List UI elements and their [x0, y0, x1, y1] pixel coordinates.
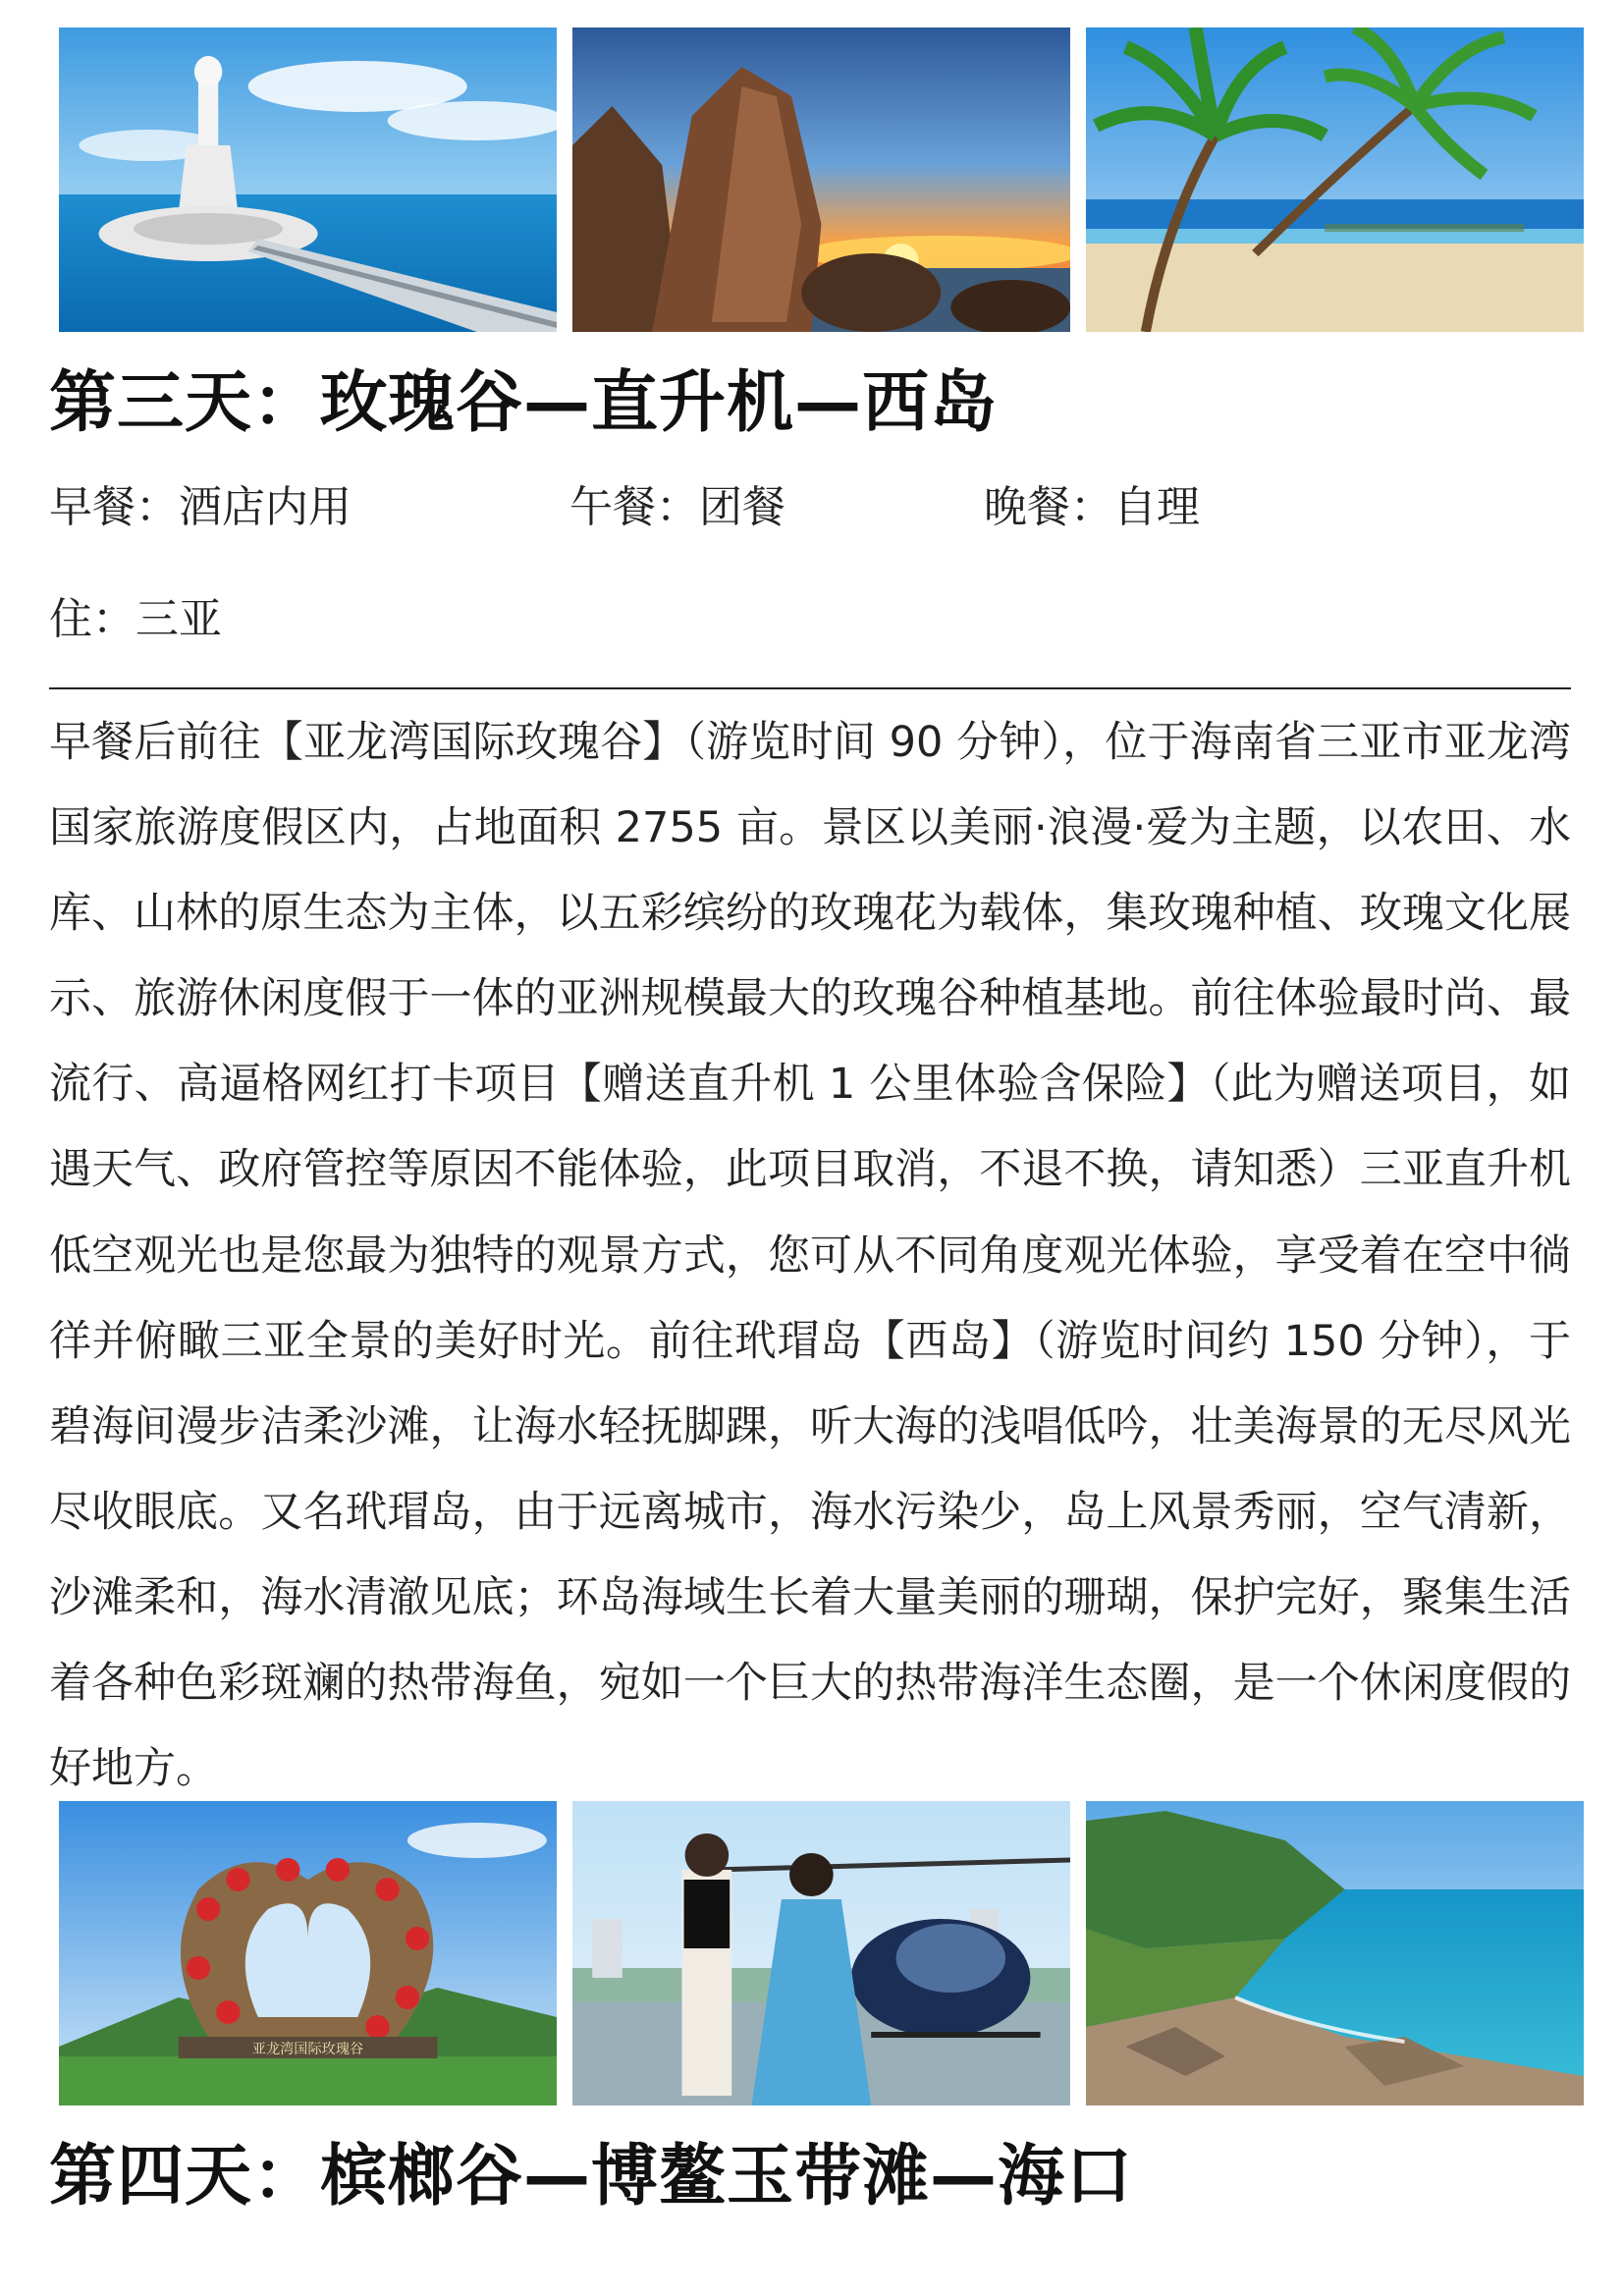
- coastline-photo: [1086, 1801, 1584, 2105]
- day4-title: 第四天：槟榔谷—博鳌玉带滩—海口: [49, 2138, 1134, 2215]
- helicopter-photo: [572, 1801, 1070, 2105]
- palm-beach-photo: [1086, 27, 1584, 332]
- guanyin-statue-photo: [59, 27, 557, 332]
- dinner-info: 晚餐：自理: [984, 482, 1200, 532]
- rose-valley-photo: [59, 1801, 557, 2105]
- nantian-yizhu-rocks-photo: [572, 27, 1070, 332]
- breakfast-info: 早餐：酒店内用: [49, 482, 352, 532]
- divider-line: [49, 687, 1571, 689]
- day3-description: 早餐后前往【亚龙湾国际玫瑰谷】（游览时间 90 分钟），位于海南省三亚市亚龙湾国家旅游度假区内，占地面积 2755 亩。景区以美丽·浪漫·爱为主题，以农田、水库、山林的原生态为主体，以五彩缤纷的玫瑰花为载体，集玫瑰种植、玫瑰文化展示、旅游休闲度假于一体的亚洲规模最大的玫瑰谷种植基地。前往体验最时尚、最流行、高逼格网红打卡项目【赠送直升机 1 公里体验含保险】（此为赠送项目，如遇天气、政府管控等原因不能体验，此项目取消，不退不换，请知悉）三亚直升机低空观光也是您最为独特的观景方式，您可从不同角度观光体验，享受着在空中徜徉并俯瞰三亚全景的美好时光。前往玳瑁岛【西岛】（游览时间约 150 分钟），于碧海间漫步洁柔沙滩，让海水轻抚脚踝，听大海的浅唱低吟，壮美海景的无尽风光尽收眼底。又名玳瑁岛，由于远离城市，海水污染少，岛上风景秀丽，空气清新，沙滩柔和，海水清澈见底；环岛海域生长着大量美丽的珊瑚，保护完好，聚集生活着各种色彩斑斓的热带海鱼，宛如一个巨大的热带海洋生态圈，是一个休闲度假的好地方。: [49, 718, 1571, 1794]
- bottom-photo-row: [59, 1801, 1584, 2105]
- day3-meals: [49, 471, 1571, 530]
- top-photo-row: [59, 27, 1584, 332]
- day3-title: 第三天：玫瑰谷—直升机—西岛: [49, 364, 999, 442]
- day3-stay: 住：三亚: [49, 594, 222, 644]
- lunch-info: 午餐：团餐: [569, 482, 785, 532]
- rose-valley-sign: 亚龙湾国际玫瑰谷: [251, 2042, 364, 2057]
